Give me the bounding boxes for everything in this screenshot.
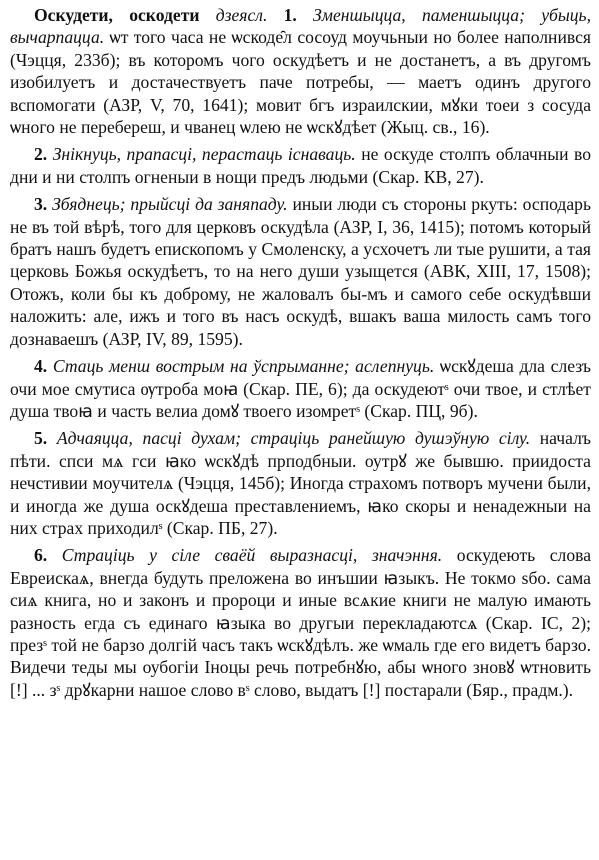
sense-gloss: Збяднець; прыйсці да заняпаду.: [52, 194, 288, 215]
sense-gloss: Страціць у сіле сваёй выразнасці, значэння.: [61, 545, 443, 566]
sense-5: [10, 427, 591, 539]
sense-text: началъ пѣти. спси мѧ гси ꙗко ѡскꙋдѣ прподбныи. оутрꙋ же бывшю. приидоста нечстивии моучителѧ (Чэцця, 145б); Иногда страхомъ потворъ мучени были, и иногда же душа оскꙋдеша преставлениемъ, ꙗко скоры и ненадежныи на них страх приходил͏ˢ (Скар. ПБ, 27).: [10, 428, 591, 538]
sense-gloss: Адчаяцца, пасці духам; страціць ранейшую душэўную сілу.: [56, 428, 531, 449]
sense-text: ѡт того часа не ѡскоде̑л сосоуд моучьныи но более наполнився (Чэцця, 233б); въ которомъ чого оскудѣетъ и не достанетъ, а въ другомъ изобилуетъ и достачествуетъ паче потребы, — маетъ одинъ другого вспомогати (АЗР, V, 70, 1641); мовит бгъ израилскии, мꙋки тоеи з сосуда ѡного не перебереш, и чванец ѡлею не ѡскꙋдѣет (Жыц. св., 16).: [10, 27, 591, 138]
sense-text: иныи люди съ стороны ркуть: осподарь не въ той вѣрѣ, того для церковъ оскудѣла (АЗР, I, 36, 1415); потомъ который братъ нашъ будетъ епископомъ у Смоленску, а усхочетъ ли тые рушити, а тая церковь Божья оскудѣетъ, то на него души узыщется (АВК, XIII, 17, 1508); Отожъ, коли бы къ доброму, не жаловалъ бы-мъ и самого себе оскудѣвши наложить: але, ижъ и того въ насъ оскудѣ, вшакъ ваша милость самъ того дознаваешъ (АЗР, IV, 89, 1595).: [10, 194, 591, 349]
sense-number: 4.: [34, 356, 48, 377]
sense-3: [10, 193, 591, 350]
sense-4: [10, 355, 591, 422]
sense-number: 1.: [283, 5, 297, 25]
sense-text: ѡскꙋдеша дла слезъ очи мое смутиса ѹтроба моꙗ (Скар. ПЕ, 6); да оскудеют͏ˢ очи твое, и стлѣет душа твоꙗ и часть велиа домꙋ твоего изомрет͏ˢ (Скар. ПЦ, 9б).: [10, 356, 592, 421]
sense-text: не оскуде столпъ облачныи во дни и ни столпъ огненыи в нощи предъ людьми (Скар. КВ, 27).: [10, 144, 592, 187]
headword: Оскудети, оскодети: [34, 5, 200, 25]
sense-gloss: Знікнуць, прапасці, перастаць існаваць.: [52, 144, 356, 165]
sense-text: оскудеють слова Евреискаѧ, внегда будуть преложена во инъшии ꙗзыкъ. Не токмо ѕбо. сама сиѧ книга, но и законъ и пророци и иные всѧкие книги не малую имають разность егда съ единаго ꙗзыка во другыи перекладаютсѧ (Скар. ІС, 2); през͏ˢ той не барзо долгій часъ такъ ѡскꙋдѣлъ. же ѡмаль где его видетъ барзо. Видечи теды мы оубогіи Іноцы речь потребнꙋю, абы ѡного зновꙋ ѡтновить [!] ... з͏ˢ дрꙋкарни нашое слово в͏ˢ слово, выдатъ [!] постарали (Бяр., прадм.).: [10, 545, 591, 700]
sense-2: [10, 143, 591, 188]
sense-number: 3.: [34, 194, 48, 215]
sense-number: 6.: [34, 545, 48, 566]
sense-gloss: Стаць менш вострым на ўспрыманне; аслепнуць.: [52, 356, 435, 377]
sense-6: [10, 544, 591, 701]
sense-number: 5.: [34, 428, 48, 449]
sense-number: 2.: [34, 144, 48, 165]
part-of-speech: дзеясл.: [215, 5, 268, 25]
sense-1: [10, 4, 591, 138]
sense-gloss: Зменшыцца, паменшыцца; убыць, вычарпацца.: [10, 5, 591, 48]
